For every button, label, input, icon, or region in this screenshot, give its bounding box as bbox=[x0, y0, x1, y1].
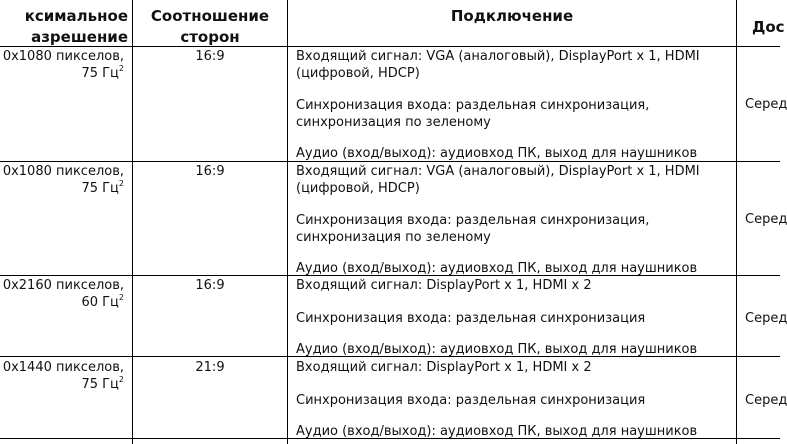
column-divider bbox=[736, 0, 737, 444]
header-aspect-line1: Соотношение bbox=[150, 7, 270, 25]
input-signal-cont: (цифровой, HDCP) bbox=[296, 181, 420, 196]
table-row-1-connectivity bbox=[296, 48, 700, 162]
table-row-1-aspect: 16:9 bbox=[195, 49, 225, 64]
refresh-rate: 75 Гц bbox=[81, 377, 119, 392]
header-aspect bbox=[133, 6, 287, 48]
audio-io: Аудио (вход/выход): аудиовход ПК, выход для наушников bbox=[296, 342, 698, 357]
input-signal: Входящий сигнал: VGA (аналоговый), DisplayPort x 1, HDMI bbox=[296, 164, 700, 179]
header-availability: Дос bbox=[752, 18, 785, 36]
table-row-4-resolution bbox=[0, 359, 124, 393]
table-row-3-resolution bbox=[0, 277, 124, 311]
header-aspect-line2: сторон bbox=[180, 28, 240, 46]
table-row-2-aspect: 16:9 bbox=[195, 164, 225, 179]
table-row-3-connectivity bbox=[296, 277, 697, 358]
table-row-1-resolution bbox=[0, 48, 124, 82]
input-sync: Синхронизация входа: раздельная синхронизация bbox=[296, 311, 646, 326]
header-resolution-line2: азрешение bbox=[31, 28, 128, 46]
header-connectivity: Подключение bbox=[450, 7, 574, 25]
table-row-4-aspect: 21:9 bbox=[195, 360, 225, 375]
input-sync: Синхронизация входа: раздельная синхронизация, bbox=[296, 213, 650, 228]
input-signal: Входящий сигнал: VGA (аналоговый), DisplayPort x 1, HDMI bbox=[296, 49, 700, 64]
audio-io: Аудио (вход/выход): аудиовход ПК, выход для наушников bbox=[296, 424, 698, 439]
column-divider bbox=[132, 0, 133, 444]
input-sync-cont: синхронизация по зеленому bbox=[296, 230, 491, 245]
footnote-mark: 2 bbox=[118, 179, 124, 188]
table-row-4-availability: Серед bbox=[745, 393, 787, 408]
resolution-value: 0x1080 пикселов, bbox=[2, 49, 124, 64]
input-signal: Входящий сигнал: DisplayPort x 1, HDMI x 2 bbox=[296, 278, 592, 293]
refresh-rate: 60 Гц bbox=[81, 295, 119, 310]
resolution-value: 0x1080 пикселов, bbox=[2, 164, 124, 179]
footnote-mark: 2 bbox=[118, 375, 124, 384]
input-sync: Синхронизация входа: раздельная синхронизация, bbox=[296, 98, 650, 113]
table-row-4-connectivity bbox=[296, 359, 697, 440]
resolution-value: 0x2160 пикселов, bbox=[2, 278, 124, 293]
input-signal: Входящий сигнал: DisplayPort x 1, HDMI x 2 bbox=[296, 360, 592, 375]
table-row-2-connectivity bbox=[296, 163, 700, 277]
input-signal-cont: (цифровой, HDCP) bbox=[296, 66, 420, 81]
table-row-3-availability: Серед bbox=[745, 311, 787, 326]
table-row-2-availability: Серед bbox=[745, 212, 787, 227]
input-sync-cont: синхронизация по зеленому bbox=[296, 115, 491, 130]
header-resolution-line1: ксимальное bbox=[24, 7, 128, 25]
resolution-value: 0x1440 пикселов, bbox=[2, 360, 124, 375]
table-row-3-aspect: 16:9 bbox=[195, 278, 225, 293]
audio-io: Аудио (вход/выход): аудиовход ПК, выход для наушников bbox=[296, 261, 698, 276]
refresh-rate: 75 Гц bbox=[81, 66, 119, 81]
table-row-2-resolution bbox=[0, 163, 124, 197]
refresh-rate: 75 Гц bbox=[81, 181, 119, 196]
column-divider bbox=[287, 0, 288, 444]
input-sync: Синхронизация входа: раздельная синхронизация bbox=[296, 393, 646, 408]
footnote-mark: 2 bbox=[118, 64, 124, 73]
footnote-mark: 2 bbox=[118, 293, 124, 302]
table-row-1-availability: Серед bbox=[745, 97, 787, 112]
header-resolution bbox=[0, 6, 128, 48]
audio-io: Аудио (вход/выход): аудиовход ПК, выход для наушников bbox=[296, 146, 698, 161]
